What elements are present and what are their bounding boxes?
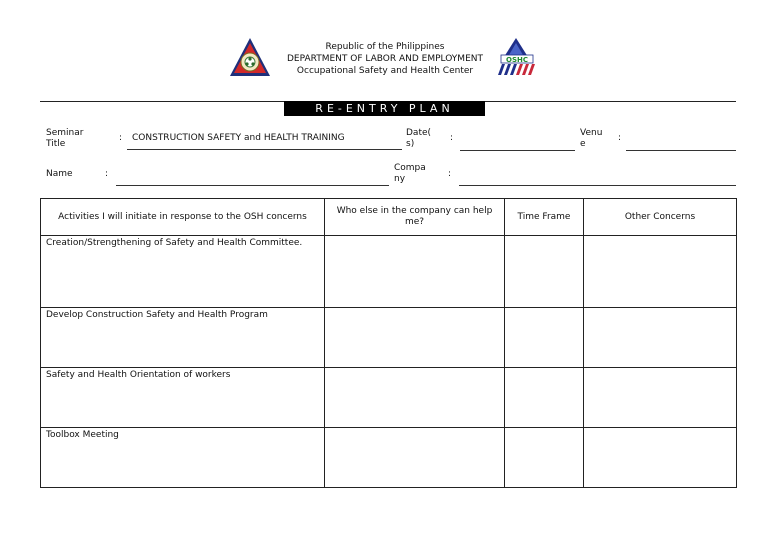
activity-cell[interactable]: Toolbox Meeting	[41, 428, 325, 488]
name-field[interactable]	[116, 185, 389, 186]
company-field[interactable]	[459, 185, 736, 186]
time-frame-cell[interactable]	[505, 368, 584, 428]
header-republic: Republic of the Philippines	[325, 42, 445, 52]
name-label: Name	[46, 169, 73, 179]
venue-field[interactable]	[626, 150, 736, 151]
company-colon: :	[448, 169, 452, 179]
time-frame-cell[interactable]	[505, 428, 584, 488]
name-colon: :	[105, 169, 109, 179]
header-time-frame: Time Frame	[505, 199, 584, 236]
table-row	[41, 428, 737, 488]
other-concerns-cell[interactable]	[584, 428, 737, 488]
seminar-title-label: Seminar Title	[46, 128, 84, 149]
table-row	[41, 368, 737, 428]
other-concerns-cell[interactable]	[584, 236, 737, 308]
dates-field[interactable]	[460, 150, 575, 151]
other-concerns-cell[interactable]	[584, 368, 737, 428]
oshc-logo	[496, 37, 540, 77]
header-department: DEPARTMENT OF LABOR AND EMPLOYMENT	[286, 54, 483, 64]
table-header-row	[41, 199, 737, 236]
header-who-else: Who else in the company can help me?	[325, 199, 505, 236]
activity-cell[interactable]: Creation/Strengthening of Safety and Health Committee.	[41, 236, 325, 308]
who-else-cell[interactable]	[325, 236, 505, 308]
oshc-logo-text: OSHC	[506, 56, 528, 64]
seminar-title-value: CONSTRUCTION SAFETY and HEALTH TRAINING	[132, 133, 345, 143]
time-frame-cell[interactable]	[505, 308, 584, 368]
who-else-cell[interactable]	[325, 308, 505, 368]
activity-cell[interactable]: Safety and Health Orientation of workers	[41, 368, 325, 428]
dates-colon: :	[450, 133, 454, 143]
activity-cell[interactable]: Develop Construction Safety and Health Program	[41, 308, 325, 368]
seminar-title-field[interactable]	[127, 149, 402, 150]
header-activities: Activities I will initiate in response to the OSH concerns	[41, 199, 325, 236]
who-else-cell[interactable]	[325, 428, 505, 488]
time-frame-cell[interactable]	[505, 236, 584, 308]
venue-label: Venu e	[580, 128, 603, 149]
other-concerns-cell[interactable]	[584, 308, 737, 368]
table-row	[41, 236, 737, 308]
reentry-plan-table	[40, 198, 737, 488]
venue-colon: :	[618, 133, 622, 143]
form-title: RE-ENTRY PLAN	[284, 101, 485, 116]
header-other-concerns: Other Concerns	[584, 199, 737, 236]
header-center: Occupational Safety and Health Center	[296, 66, 474, 76]
who-else-cell[interactable]	[325, 368, 505, 428]
seminar-colon: :	[119, 133, 123, 143]
company-label: Compa ny	[394, 163, 426, 184]
dates-label: Date( s)	[406, 128, 432, 149]
table-row	[41, 308, 737, 368]
